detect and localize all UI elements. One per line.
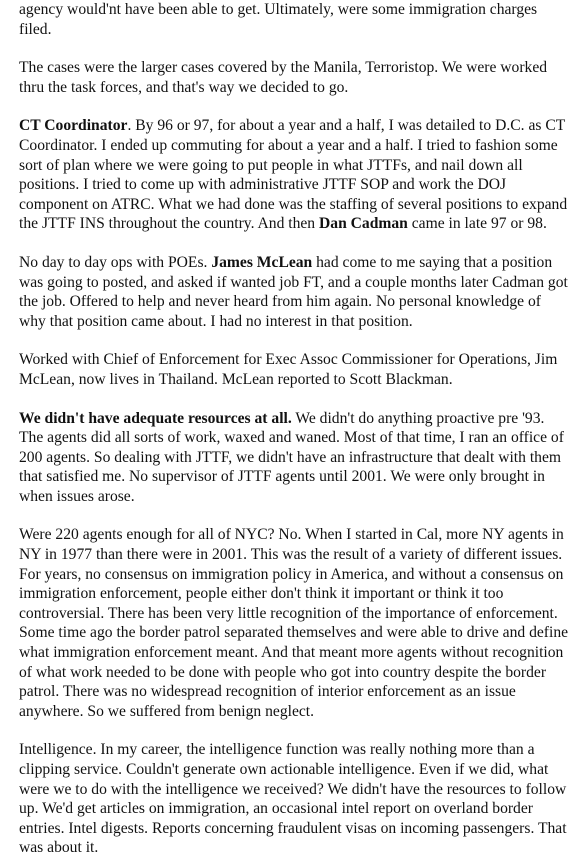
bold-name: James McLean [211,253,313,271]
paragraph [19,253,571,331]
paragraph: agency would'nt have been able to get. Ultimately, were some immigration charges filed. [19,1,538,38]
paragraph-gap [19,506,571,525]
paragraph: Were 220 agents enough for all of NYC? No. When I started in Cal, more NY agents in NY in 1977 than there were in 2001. This was the result of a variety of different issues. For years, no consensus on immigration policy in America, and without a consensus on immigration enforcement, people either don't think it important or think it too controversial. There has been very little recognition of the importance of enforcement. Some time ago the border patrol separated themselves and were able to drive and define what immigration enforcement meant. And that meant more agents without recognition of what work needed to be done with people who got into country despite the border patrol. There was no widespread recognition of interior enforcement as an issue anywhere. So we suffered from benign neglect. [19,526,569,720]
paragraph [19,409,571,507]
text-run: . By 96 or 97, for about a year and a half, I was detailed to D.C. as CT Coordinator. I ended up commuting for about a year and a half. I tried to fashion some sort of plan where we were going to put people in what JTTFs, and nail down all positions. I tried to come up with administrative JTTF SOP and work the DOJ component on ATRC. What we had done was the staffing of several positions to expand the JTTF INS throughout the country. And then [19,117,568,233]
paragraph: Worked with Chief of Enforcement for Exec Assoc Commissioner for Operations, Jim McLean, now lives in Thailand. McLean reported to Scott Blackman. [19,351,558,388]
paragraph-gap [19,331,571,350]
paragraph-gap [19,234,571,253]
text-run: came in late 97 or 98. [407,215,547,233]
paragraph [19,116,571,234]
text-run: We didn't do anything proactive pre '93. The agents did all sorts of work, waxed and waned. Most of that time, I ran an office of 200 agents. So dealing with JTTF, we didn't have an infrastructure that dealt with them that satisfied me. No supervisor of JTTF agents until 2001. We were only brought in when issues arose. [19,409,564,505]
paragraph-gap [19,390,571,409]
bold-heading: CT Coordinator [19,117,128,135]
paragraph-gap [19,721,571,740]
text-run: No day to day ops with POEs. [19,253,212,271]
bold-name: Dan Cadman [319,215,408,233]
paragraph: Intelligence. In my career, the intelligence function was really nothing more than a clipping service. Couldn't generate own actionable intelligence. Even if we did, what were we to do with the intelligence we received? We didn't have the resources to follow up. We'd get articles on immigration, an occasional intel report on overland border entries. Intel digests. Reports concerning fraudulent visas on incoming passengers. That was about it. [19,741,567,857]
text-run: had come to me saying that a position was going to posted, and asked if wanted job FT, and a couple months later Cadman got the job. Offered to help and never heard from him again. No personal knowledge of why that position came about. I had no interest in that position. [19,253,568,330]
bold-heading: We didn't have adequate resources at all. [19,409,292,427]
paragraph: The cases were the larger cases covered by the Manila, Terroristop. We were worked thru the task forces, and that's way we decided to go. [19,59,548,96]
paragraph-gap [19,39,571,58]
paragraph-gap [19,97,571,116]
